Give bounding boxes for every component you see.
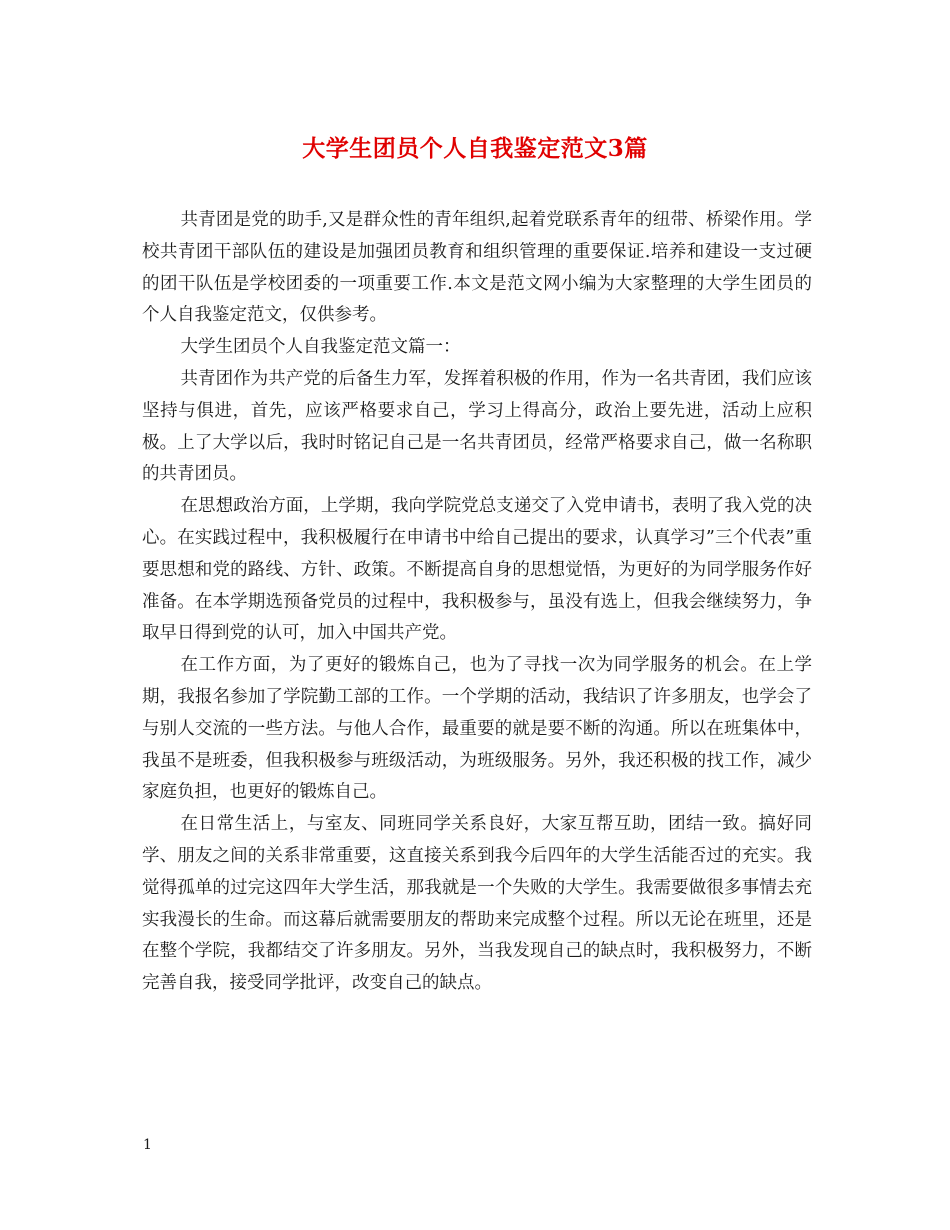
body-paragraph: 在思想政治方面，上学期，我向学院党总支递交了入党申请书，表明了我入党的决心。在实践过程中，我积极履行在申请书中给自己提出的要求，认真学习”三个代表”重要思想和党的路线、方针、政策。不断提高自身的思想觉悟，为更好的为同学服务作好准备。在本学期选预备党员的过程中，我积极参与，虽没有选上，但我会继续努力，争取早日得到党的认可，加入中国共产党。 [142,496,812,644]
document-title: 大学生团员个人自我鉴定范文3篇 [302,135,648,162]
intro-paragraph: 共青团是党的助手,又是群众性的青年组织,起着党联系青年的纽带、桥梁作用。学校共青团干部队伍的建设是加强团员教育和组织管理的重要保证.培养和建设一支过硬的团干队伍是学校团委的一项重要工作.本文是范文网小编为大家整理的大学生团员的个人自我鉴定范文，仅供参考。 [142,210,812,326]
body-paragraph: 在日常生活上，与室友、同班同学关系良好，大家互帮互助，团结一致。搞好同学、朋友之间的关系非常重要，这直接关系到我今后四年的大学生活能否过的充实。我觉得孤单的过完这四年大学生活，那我就是一个失败的大学生。我需要做很多事情去充实我漫长的生命。而这幕后就需要朋友的帮助来完成整个过程。所以无论在班里，还是在整个学院，我都结交了许多朋友。另外，当我发现自己的缺点时，我积极努力，不断完善自我，接受同学批评，改变自己的缺点。 [142,814,812,994]
body-paragraph: 在工作方面，为了更好的锻炼自己，也为了寻找一次为同学服务的机会。在上学期，我报名参加了学院勤工部的工作。一个学期的活动，我结识了许多朋友，也学会了与别人交流的一些方法。与他人合作，最重要的就是要不断的沟通。所以在班集体中，我虽不是班委，但我积极参与班级活动，为班级服务。另外，我还积极的找工作，减少家庭负担，也更好的锻炼自己。 [142,655,812,803]
body-paragraph: 共青团作为共产党的后备生力军，发挥着积极的作用，作为一名共青团，我们应该坚持与俱进，首先，应该严格要求自己，学习上得高分，政治上要先进，活动上应积极。上了大学以后，我时时铭记自己是一名共青团员，经常严格要求自己，做一名称职的共青团员。 [142,368,812,485]
section-heading: 大学生团员个人自我鉴定范文篇一： [180,337,461,358]
page-number: 1 [143,1137,152,1153]
document-body [142,205,812,1000]
